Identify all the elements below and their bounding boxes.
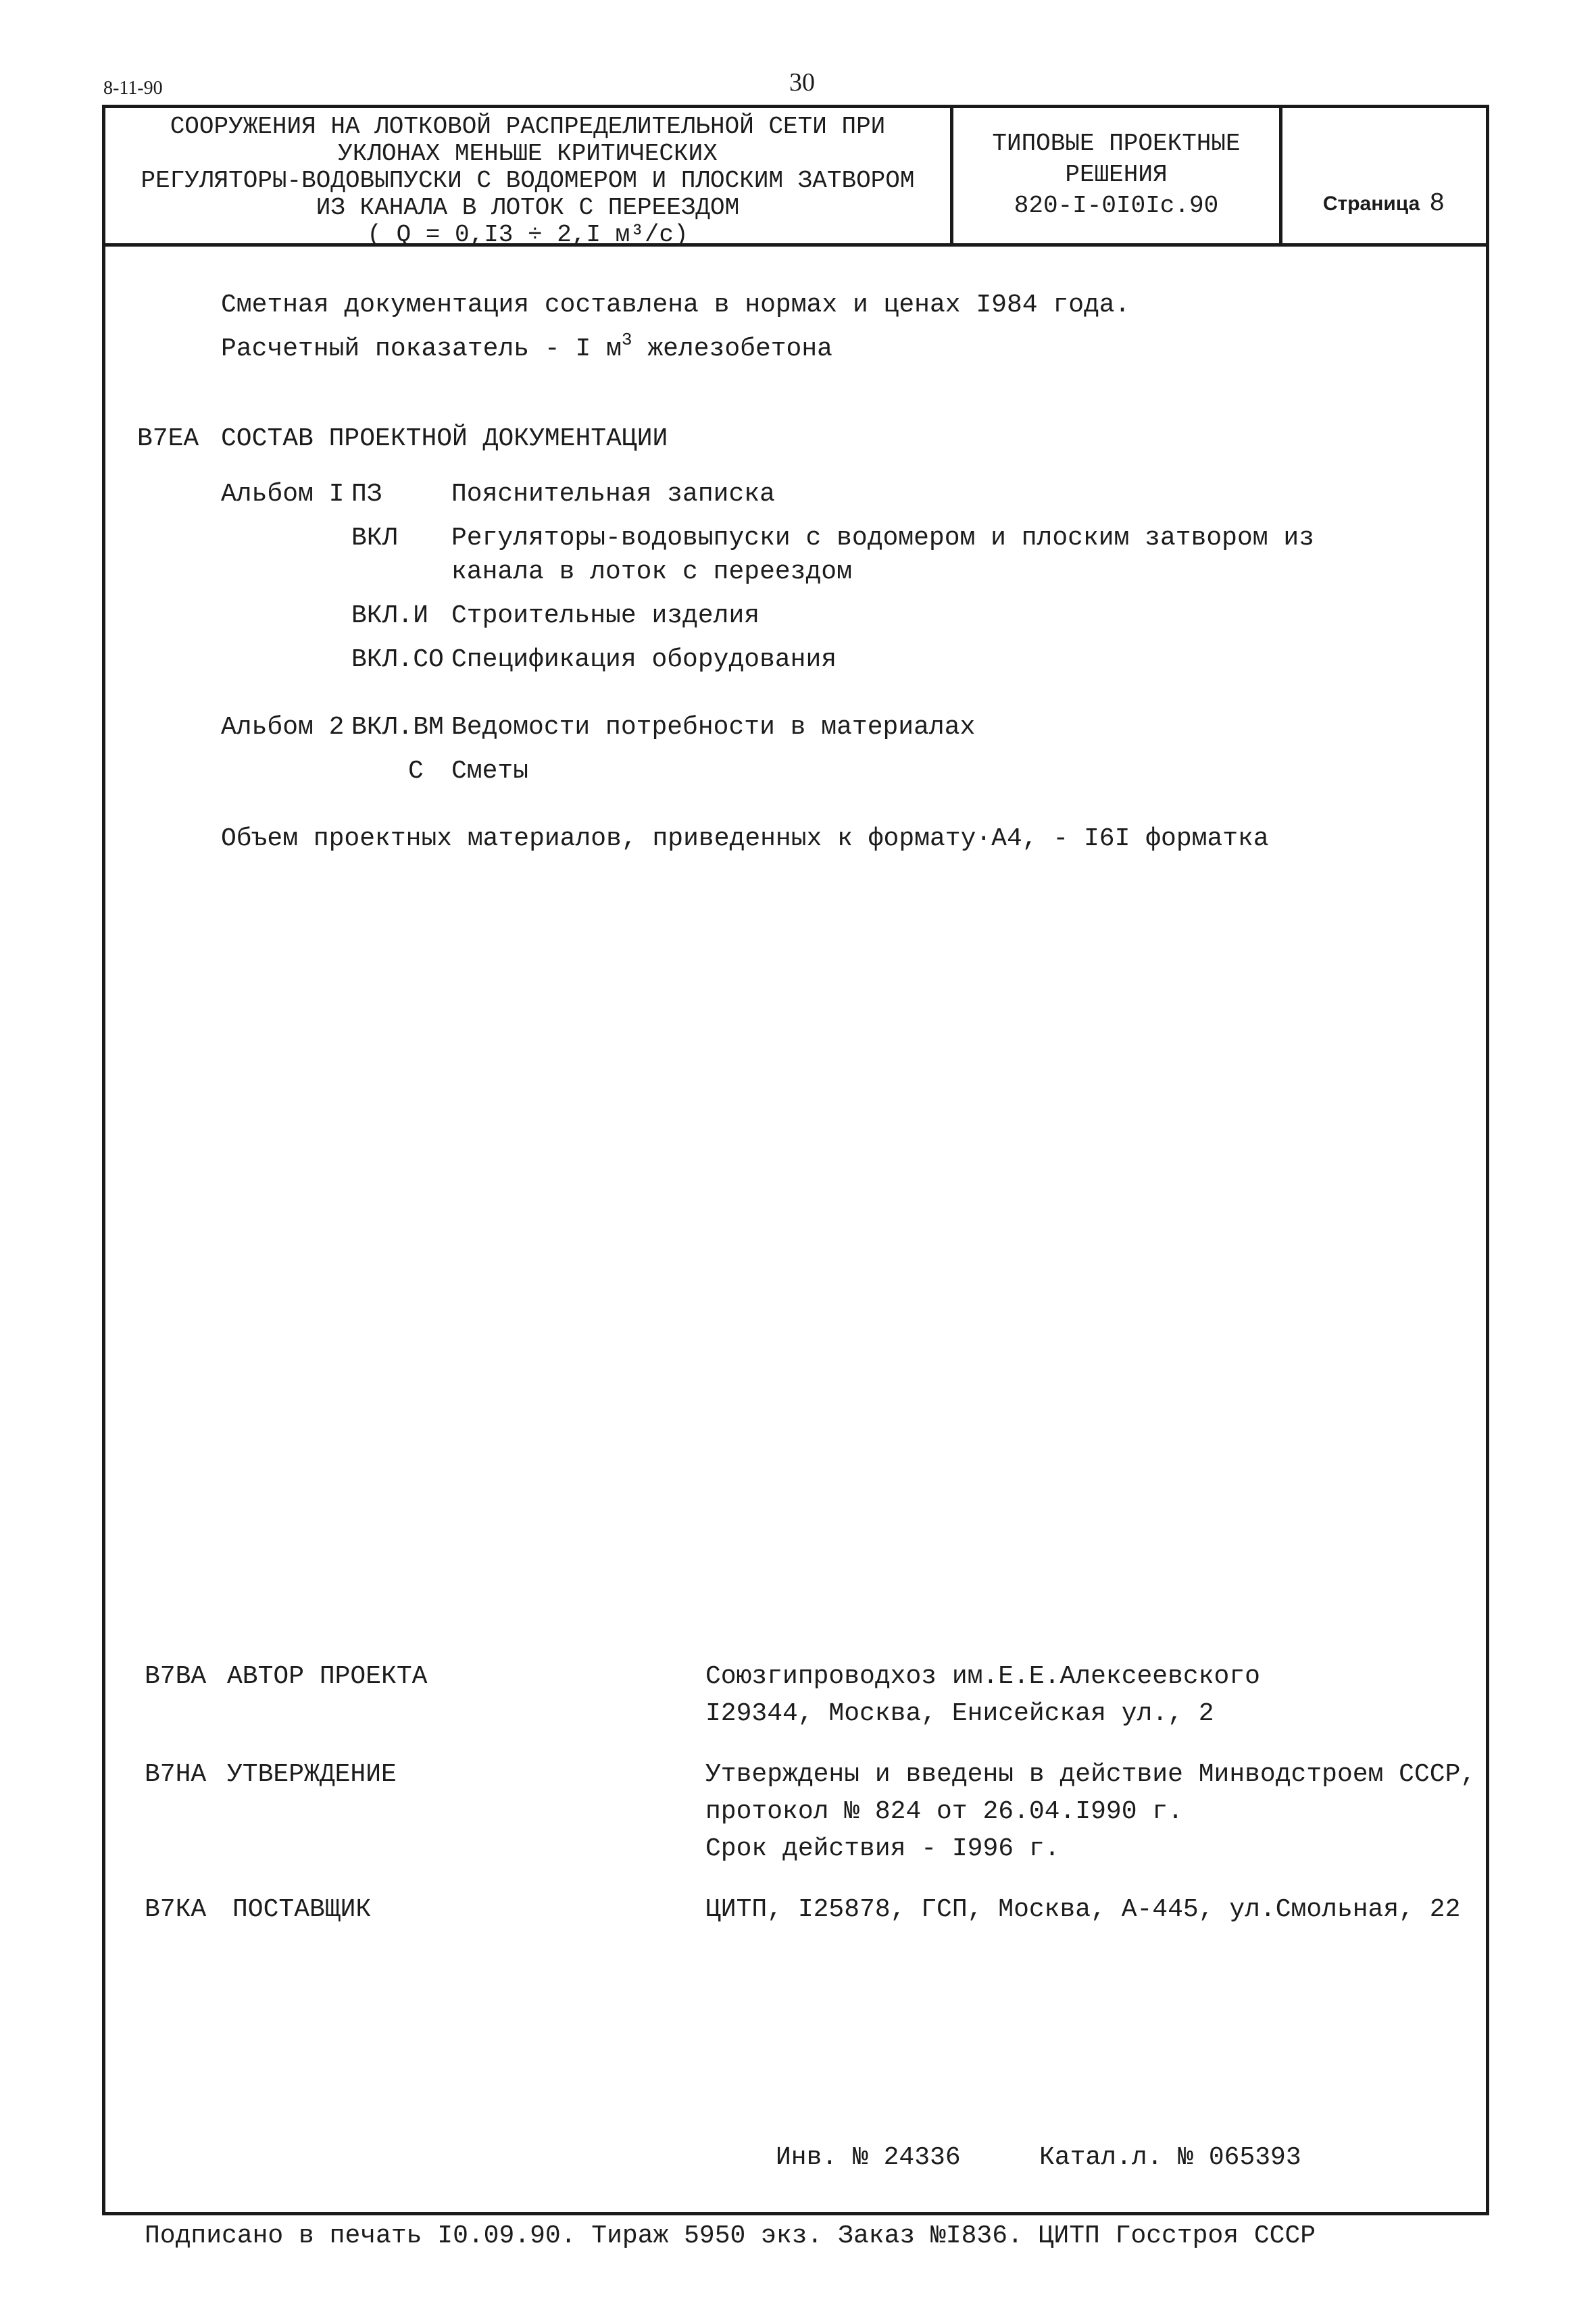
approval-text: Утверждены и введены в действие Минводстроем СССР, [705,1760,1476,1789]
doc-description: Сметы [451,757,529,786]
album-label: Альбом I [221,480,345,509]
section-heading: СОСТАВ ПРОЕКТНОЙ ДОКУМЕНТАЦИИ [221,424,668,453]
print-note: Подписано в печать I0.09.90. Тираж 5950 экз. Заказ №I836. ЦИТП Госстроя СССР [145,2221,1316,2250]
series-line: ТИПОВЫЕ ПРОЕКТНЫЕ [992,130,1241,157]
doc-description: Ведомости потребности в материалах [451,713,976,742]
author-address: I29344, Москва, Енисейская ул., 2 [705,1699,1214,1728]
series-designation [953,128,1279,222]
author-org: Союзгипроводхоз им.Е.Е.Алексеевского [705,1662,1260,1691]
doc-description: Регуляторы-водовыпуски с водомером и плоским затвором из [451,524,1315,553]
approval-protocol: протокол № 824 от 26.04.I990 г. [705,1797,1183,1826]
approval-validity: Срок действия - I996 г. [705,1834,1060,1863]
page-indicator [1282,189,1485,218]
series-line: РЕШЕНИЯ [1065,161,1168,188]
title-line: ( Q = 0,I3 ÷ 2,I м³/с) [367,221,689,249]
series-code: 820-I-0I0Iс.90 [1014,192,1219,220]
doc-code: ВКЛ [351,524,398,553]
doc-code: ПЗ [351,480,382,509]
indicator-note: Расчетный показатель - I $м^3$ железобетона [221,330,832,363]
inventory-number: Инв. № 24336 [776,2143,961,2172]
document-title [105,114,950,249]
estimate-note: Сметная документация составлена в нормах и ценах I984 года. [221,291,1130,320]
page-number: 8 [1429,189,1445,218]
doc-description-cont: канала в лоток с переездом [451,557,852,586]
title-line: СООРУЖЕНИЯ НА ЛОТКОВОЙ РАСПРЕДЕЛИТЕЛЬНОЙ СЕТИ ПРИ [170,113,886,141]
doc-code: ВКЛ.И [351,601,429,630]
title-line: УКЛОНАХ МЕНЬШЕ КРИТИЧЕСКИХ [338,140,718,168]
doc-description: Спецификация оборудования [451,645,837,674]
date-stamp: 8-11-90 [103,78,163,99]
title-line: ИЗ КАНАЛА В ЛОТОК С ПЕРЕЕЗДОМ [316,194,740,222]
supplier-label: ПОСТАВЩИК [232,1895,372,1924]
volume-note: Объем проектных материалов, приведенных к формату·А4, - I6I форматка [221,824,1269,853]
doc-description: Пояснительная записка [451,480,775,509]
author-code: В7ВА [145,1662,207,1691]
title-line: РЕГУЛЯТОРЫ-ВОДОВЫПУСКИ С ВОДОМЕРОМ И ПЛОСКИМ ЗАТВОРОМ [141,167,915,195]
supplier-code: В7КА [145,1895,207,1924]
doc-code: С [408,757,424,786]
album-label: Альбом 2 [221,713,345,742]
author-label: АВТОР ПРОЕКТА [227,1662,428,1691]
approval-code: В7НА [145,1760,207,1789]
catalog-number: Катал.л. № 065393 [1039,2143,1301,2172]
doc-description: Строительные изделия [451,601,760,630]
approval-label: УТВЕРЖДЕНИЕ [227,1760,397,1789]
page-label: Страница [1322,193,1420,215]
title-block-divider [1279,105,1282,247]
sheet-number: 30 [789,68,815,97]
section-code: В7ЕА [137,424,199,453]
doc-code: ВКЛ.СО [351,645,444,674]
supplier-address: ЦИТП, I25878, ГСП, Москва, А-445, ул.Смольная, 22 [705,1895,1461,1924]
doc-code: ВКЛ.ВМ [351,713,444,742]
